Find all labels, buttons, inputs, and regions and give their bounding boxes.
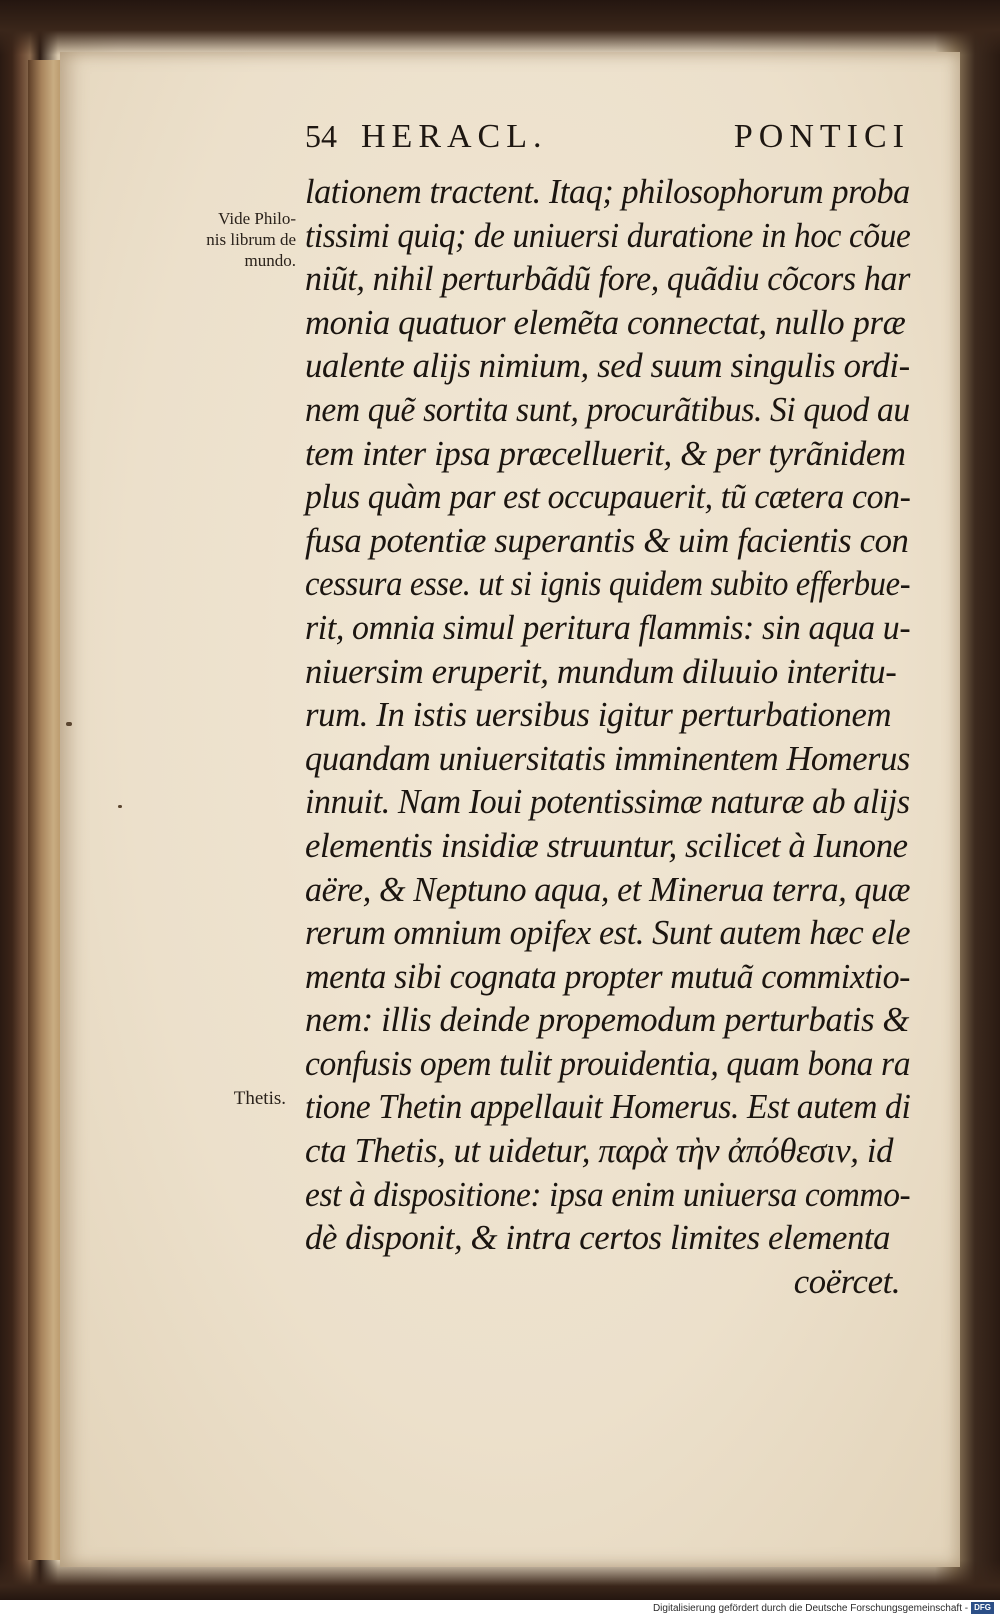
running-head	[305, 118, 910, 162]
text-line: innuit. Nam Ioui potentissimæ naturæ ab alijs	[305, 782, 910, 822]
text-line: cta Thetis, ut uidetur, παρὰ τὴν ἀπόθεσιν, id	[305, 1131, 894, 1171]
text-line: fusa potentiæ superantis & uim facientis con	[305, 520, 909, 560]
marginal-note-line: Vide Philo-	[218, 209, 296, 228]
text-line: niũt, nihil perturbãdũ fore, quãdiu cõcors har	[305, 259, 910, 299]
text-line: tione Thetin appellauit Homerus. Est autem di	[305, 1087, 911, 1127]
text-line: nem quẽ sortita sunt, procurãtibus. Si quod au	[305, 389, 910, 429]
text-line: tem inter ipsa præcelluerit, & per tyrãnidem	[305, 433, 906, 473]
digitization-footer	[0, 1600, 1000, 1617]
marginal-note-thetis: Thetis.	[233, 1088, 286, 1109]
text-line: monia quatuor elemẽta connectat, nullo præ	[305, 302, 906, 342]
body-text	[305, 170, 915, 1303]
running-head-title-1: HERACL.	[361, 118, 548, 155]
ink-speck	[118, 805, 122, 808]
text-line: confusis opem tulit prouidentia, quam bona ra	[305, 1043, 911, 1083]
catchword: coërcet.	[793, 1261, 901, 1301]
text-line: dè disponit, & intra certos limites elementa	[305, 1218, 891, 1258]
text-line: ualente alijs nimium, sed suum singulis ordi-	[305, 346, 910, 386]
text-line: plus quàm par est occupauerit, tũ cætera con-	[305, 477, 911, 517]
text-line: elementis insidiæ struuntur, scilicet à Iunone	[305, 825, 908, 865]
dfg-logo: DFG	[971, 1602, 994, 1614]
text-line: rerum omnium opifex est. Sunt autem hæc ele	[305, 913, 911, 953]
book-gutter	[28, 60, 62, 1560]
running-head-title-2: PONTICI	[733, 118, 910, 155]
text-line: rum. In istis uersibus igitur perturbationem	[305, 695, 892, 735]
text-line: tissimi quiq; de uniuersi duratione in hoc cõue	[305, 215, 911, 255]
footer-credit: Digitalisierung gefördert durch die Deutsche Forschungsgemeinschaft -	[652, 1603, 969, 1614]
text-line: quandam uniuersitatis imminentem Homerus	[305, 738, 910, 778]
text-line: nem: illis deinde propemodum perturbatis &	[305, 1000, 909, 1040]
marginal-note-philo	[140, 208, 296, 271]
marginal-note-line: nis librum de	[206, 230, 296, 249]
text-line: niuersim eruperit, mundum diluuio interitu-	[305, 651, 897, 691]
ink-speck	[66, 722, 72, 726]
page-number: 54	[305, 118, 337, 154]
text-line: lationem tractent. Itaq; philosophorum proba	[305, 172, 910, 211]
text-line: rit, omnia simul peritura flammis: sin aqua u-	[305, 607, 911, 647]
marginal-note-line: mundo.	[244, 251, 296, 270]
scan-top-edge	[0, 0, 1000, 55]
text-line: est à dispositione: ipsa enim uniuersa commo-	[305, 1174, 911, 1214]
text-line: aëre, & Neptuno aqua, et Minerua terra, quæ	[305, 869, 911, 909]
text-line: cessura esse. ut si ignis quidem subito efferbue-	[305, 564, 911, 604]
text-line: menta sibi cognata propter mutuã commixtio-	[305, 956, 911, 996]
